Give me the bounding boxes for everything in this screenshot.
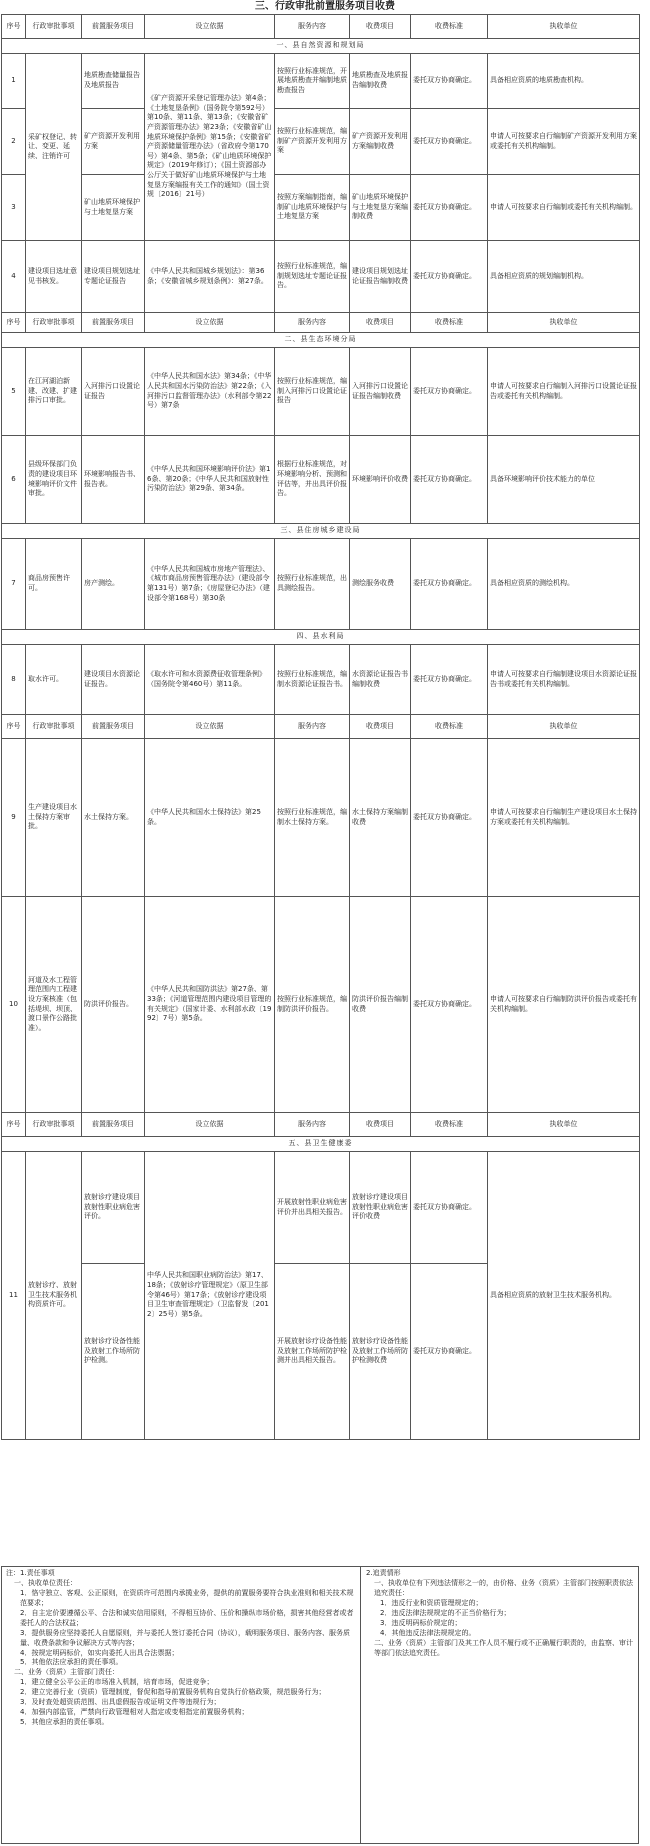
row-no: 2 [2,109,26,175]
table-row [2,241,640,313]
row-standard: 委托双方协商确定。 [411,348,488,436]
row-content: 按照行业标准规范，编制防洪评价报告。 [275,897,350,1113]
header-service: 前置服务项目 [82,715,145,739]
section-row [2,39,640,54]
note-line: 5．其他应承担的责任事项。 [20,1718,109,1727]
row-basis: 《中华人民共和国城乡规划法》：第36条；《安徽省城乡规划条例》：第27条。 [145,241,275,313]
row-no: 10 [2,897,26,1113]
note-line: 二、业务（资质）主管部门责任： [14,1668,119,1677]
header-row [2,15,640,39]
row-unit: 申请人可按要求自行编制生产建设项目水土保持方案或委托有关机构编制。 [488,739,640,897]
header-standard: 收费标准 [411,1113,488,1137]
header-no: 序号 [2,715,26,739]
note-line: 2．违反法律法规规定的不正当价格行为； [380,1608,511,1617]
section-title: 四、县水利局 [2,630,640,645]
note-line: 2．自主定价要遵循公平、合法和诚实信用原则，不得相互协价、压价和操纵市场价格，损害其他经营者或者委托人的合法权益； [20,1608,354,1627]
header-standard: 收费标准 [411,15,488,39]
row-service: 入河排污口设置论证报告 [82,348,145,436]
row-content: 按照行业标准规范，编制规划选址专题论证报告。 [275,241,350,313]
row-standard: 委托双方协商确定。 [411,539,488,630]
header-content: 服务内容 [275,313,350,333]
row-no: 8 [2,645,26,715]
header-item: 行政审批事项 [26,715,82,739]
row-unit: 申请人可按要求自行编制或委托有关机构编制。 [488,175,640,241]
row-content: 开展放射性职业病危害评价并出具相关报告。 [275,1152,350,1264]
note-line: 3．提供服务应坚持委托人自愿原则，并与委托人签订委托合同（协议），载明服务项目、服务内容、服务质量、收费条款和争议解决方式等内容； [20,1628,350,1647]
header-fee: 收费项目 [350,313,411,333]
row-content: 按照行业标准规范，开展地质勘查并编制地质勘查报告 [275,54,350,109]
section-title: 二、县生态环境分局 [2,333,640,348]
section-title: 三、县住房城乡建设局 [2,524,640,539]
header-content: 服务内容 [275,1113,350,1137]
row-fee: 放射诊疗设备性能及放射工作场所防护检测收费 [350,1264,411,1440]
header-row [2,715,640,739]
row-service: 防洪评价报告。 [82,897,145,1113]
header-standard: 收费标准 [411,313,488,333]
header-row [2,313,640,333]
row-fee: 放射诊疗建设项目放射性职业病危害评价收费 [350,1152,411,1264]
row-basis: 《中华人民共和国水法》第34条；《中华人民共和国水污染防治法》第22条；《入河排污口监督管理办法》（水利部令第22号）第7条 [145,348,275,436]
row-unit: 具备相应资质的规划编制机构。 [488,241,640,313]
table-row [2,436,640,524]
note-line: 5．其他依法应承担的责任事项。 [20,1658,123,1667]
header-basis: 设立依据 [145,1113,275,1137]
row-standard: 委托双方协商确定。 [411,54,488,109]
note-line: 一、执收单位责任： [14,1578,77,1587]
row-basis: 《矿产资源开采登记管理办法》第4条；《土地复垦条例》（国务院令第592号）第10条、第11条、第13条；《安徽省矿产资源管理办法》第23条；《安徽省矿山地质环境保护条例》第15条；《安徽省矿产资源储量管理办法》（省政府令第170号）第4条、第5条；《矿山地质环境保护规定》（2019年修订）；《国土资源部办公厅关于做好矿山地质环境保护与土地复垦方案编报有关工作的通知》（国土资规〔2016〕21号） [145,54,275,241]
row-standard: 委托双方协商确定。 [411,1264,488,1440]
row-service: 放射诊疗建设项目放射性职业病危害评价。 [82,1152,145,1264]
row-item: 放射诊疗、放射卫生技术服务机构资质许可。 [26,1152,82,1440]
row-unit: 申请人可按要求自行编制防洪评价报告或委托有关机构编制。 [488,897,640,1113]
row-fee: 矿产资源开发利用方案编制收费 [350,109,411,175]
row-basis: 《中华人民共和国防洪法》第27条、第33条；《河道管理范围内建设项目管理的有关规定》（国家计委、水利部水政〔1992〕7号）第5条。 [145,897,275,1113]
row-fee: 环境影响评价收费 [350,436,411,524]
row-standard: 委托双方协商确定。 [411,1152,488,1264]
table-row [2,539,640,630]
header-item: 行政审批事项 [26,1113,82,1137]
header-fee: 收费项目 [350,715,411,739]
row-standard: 委托双方协商确定。 [411,897,488,1113]
header-item: 行政审批事项 [26,313,82,333]
row-item: 在江河湖泊新建、改建、扩建排污口审批。 [26,348,82,436]
row-content: 按照方案编制指南，编制矿山地质环境保护与土地复垦方案 [275,175,350,241]
row-unit: 具备环境影响评价技术能力的单位 [488,436,640,524]
header-unit: 执收单位 [488,1113,640,1137]
table-row [2,645,640,715]
row-standard: 委托双方协商确定。 [411,241,488,313]
row-item: 河道及水工程管理范围内工程建设方案核准（包括堤坝、坝顶、渡口景作公路批准）。 [26,897,82,1113]
note-line: 2．建立完善行业（资质）管理制度，督促和指导前置服务机构自觉执行价格政策，规范服务行为； [20,1688,326,1697]
row-unit: 具备相应资质的地质勘查机构。 [488,54,640,109]
header-unit: 执收单位 [488,313,640,333]
row-service: 矿产资源开发利用方案 [82,109,145,175]
header-content: 服务内容 [275,715,350,739]
header-basis: 设立依据 [145,313,275,333]
row-content: 按照行业标准规范，编制水土保持方案。 [275,739,350,897]
header-service: 前置服务项目 [82,15,145,39]
row-no: 9 [2,739,26,897]
row-service: 房产测绘。 [82,539,145,630]
page-title: 三、行政审批前置服务项目收费 [255,1,395,12]
row-basis: 《中华人民共和国城市房地产管理法》、《城市商品房预售管理办法》（建设部令第131号）第7条；《房屋登记办法》（建设部令第168号）第30条 [145,539,275,630]
note-line: 4．加强内部监管，严禁向行政管理相对人指定或变相指定前置服务机构； [20,1708,249,1717]
row-standard: 委托双方协商确定。 [411,109,488,175]
row-no: 7 [2,539,26,630]
row-unit: 申请人可按要求自行编制入河排污口设置论证报告或委托有关机构编制。 [488,348,640,436]
row-basis: 《中华人民共和国环境影响评价法》第16条、第20条；《中华人民共和国放射性污染防治法》第29条、第34条。 [145,436,275,524]
row-no: 5 [2,348,26,436]
row-service: 放射诊疗设备性能及放射工作场所防护检测。 [82,1264,145,1440]
header-service: 前置服务项目 [82,313,145,333]
notes-box [1,1566,639,1844]
row-service: 矿山地质环境保护与土地复垦方案 [82,175,145,241]
row-unit: 具备相应资质的测绘机构。 [488,539,640,630]
row-content: 按照行业标准规范，出具测绘报告。 [275,539,350,630]
responsibility-notes [2,1567,361,1843]
row-content: 按照行业标准规范，编制矿产资源开发利用方案 [275,109,350,175]
fee-table [1,14,640,1440]
section-row [2,1137,640,1152]
header-basis: 设立依据 [145,15,275,39]
header-basis: 设立依据 [145,715,275,739]
note-line: 二、业务（资质）主管部门及其工作人员不履行或不正确履行职责的，由监察、审计等部门依法追究责任。 [374,1638,633,1657]
row-content: 按照行业标准规范，编制水资源论证报告书。 [275,645,350,715]
row-service: 水土保持方案。 [82,739,145,897]
table-row [2,175,640,241]
note-line: 一、执收单位有下列违法情形之一的，由价格、业务（资质）主管部门按照职责依法追究责任： [374,1578,633,1597]
row-basis: 《中华人民共和国水土保持法》第25条。 [145,739,275,897]
header-unit: 执收单位 [488,15,640,39]
section-title: 一、县自然资源和规划局 [2,39,640,54]
row-fee: 防洪评价报告编制收费 [350,897,411,1113]
accountability-notes [362,1567,638,1843]
row-standard: 委托双方协商确定。 [411,436,488,524]
note-line: 1．建立健全公平公正的市场准入机制，培育市场，促进竞争； [20,1678,214,1687]
row-service: 建设项目水资源论证报告。 [82,645,145,715]
note-line: 1．恪守独立、客观、公正原则，在资质许可范围内承揽业务，提供的前置服务要符合执业准则和相关技术规范要求； [20,1588,354,1607]
row-fee: 建设项目规划选址论证报告编制收费 [350,241,411,313]
row-unit: 申请人可按要求自行编制矿产资源开发利用方案或委托有关机构编制。 [488,109,640,175]
table-row [2,739,640,897]
note-line: 3．违反明码标价规定的； [380,1618,462,1627]
row-no: 1 [2,54,26,109]
row-unit: 具备相应资质的放射卫生技术服务机构。 [488,1152,640,1440]
row-service: 地质勘查储量报告及地质报告 [82,54,145,109]
header-item: 行政审批事项 [26,15,82,39]
row-item: 县级环保部门负责的建设项目环境影响评价文件审批。 [26,436,82,524]
row-content: 根据行业标准规范，对环境影响分析、预测和评估等，并出具评价报告。 [275,436,350,524]
header-standard: 收费标准 [411,715,488,739]
table-row [2,109,640,175]
row-basis: 中华人民共和国职业病防治法》第17、18条；《放射诊疗管理规定》（原卫生部令第46号）第17条；《放射诊疗建设项目卫生审查管理规定》（卫监督发〔2012〕25号）第5条。 [145,1152,275,1440]
note-line: 3．及时查处超资质范围、出具虚假报告或证明文件等违规行为； [20,1698,221,1707]
row-fee: 矿山地质环境保护与土地复垦方案编制收费 [350,175,411,241]
header-fee: 收费项目 [350,1113,411,1137]
row-basis: 《取水许可和水资源费征收管理条例》（国务院令第460号）第11条。 [145,645,275,715]
notes-right-title: 2.追责情形 [366,1569,401,1577]
header-service: 前置服务项目 [82,1113,145,1137]
row-item: 生产建设项目水土保持方案审批。 [26,739,82,897]
note-line: 1．违反行业和资质管理规定的； [380,1598,483,1607]
header-row [2,1113,640,1137]
header-no: 序号 [2,1113,26,1137]
section-title: 五、县卫生健康委 [2,1137,640,1152]
row-no: 4 [2,241,26,313]
table-row [2,1152,640,1264]
row-service: 环境影响报告书、报告表。 [82,436,145,524]
table-row [2,897,640,1113]
row-fee: 入河排污口设置论证报告编制收费 [350,348,411,436]
note-line: 4．其他违反法律法规规定的。 [380,1628,476,1637]
row-content: 开展放射诊疗设备性能及放射工作场所防护检测并出具相关报告。 [275,1264,350,1440]
notes-left-title: 注：1.责任事项 [6,1569,55,1577]
row-item: 建设项目选址意见书核发。 [26,241,82,313]
row-fee: 水土保持方案编制收费 [350,739,411,897]
table-row [2,54,640,109]
row-item: 商品房预售许可。 [26,539,82,630]
note-line: 4．按规定明码标价，如实向委托人出具合法票据； [20,1648,179,1657]
row-fee: 水资源论证报告书编制收费 [350,645,411,715]
row-unit: 申请人可按要求自行编制建设项目水资源论证报告书或委托有关机构编制。 [488,645,640,715]
row-no: 3 [2,175,26,241]
header-fee: 收费项目 [350,15,411,39]
row-fee: 测绘服务收费 [350,539,411,630]
row-standard: 委托双方协商确定。 [411,175,488,241]
row-content: 按照行业标准规范，编制入河排污口设置论证报告 [275,348,350,436]
row-item: 采矿权登记、转让、变更、延续、注销许可 [26,54,82,241]
row-no: 6 [2,436,26,524]
header-unit: 执收单位 [488,715,640,739]
header-no: 序号 [2,15,26,39]
section-row [2,524,640,539]
row-fee: 地质勘查及地质报告编制收费 [350,54,411,109]
row-no: 11 [2,1152,26,1440]
row-item: 取水许可。 [26,645,82,715]
section-row [2,333,640,348]
row-standard: 委托双方协商确定。 [411,739,488,897]
section-row [2,630,640,645]
row-service: 建设项目规划选址专题论证报告 [82,241,145,313]
table-row [2,348,640,436]
header-no: 序号 [2,313,26,333]
header-content: 服务内容 [275,15,350,39]
row-standard: 委托双方协商确定。 [411,645,488,715]
